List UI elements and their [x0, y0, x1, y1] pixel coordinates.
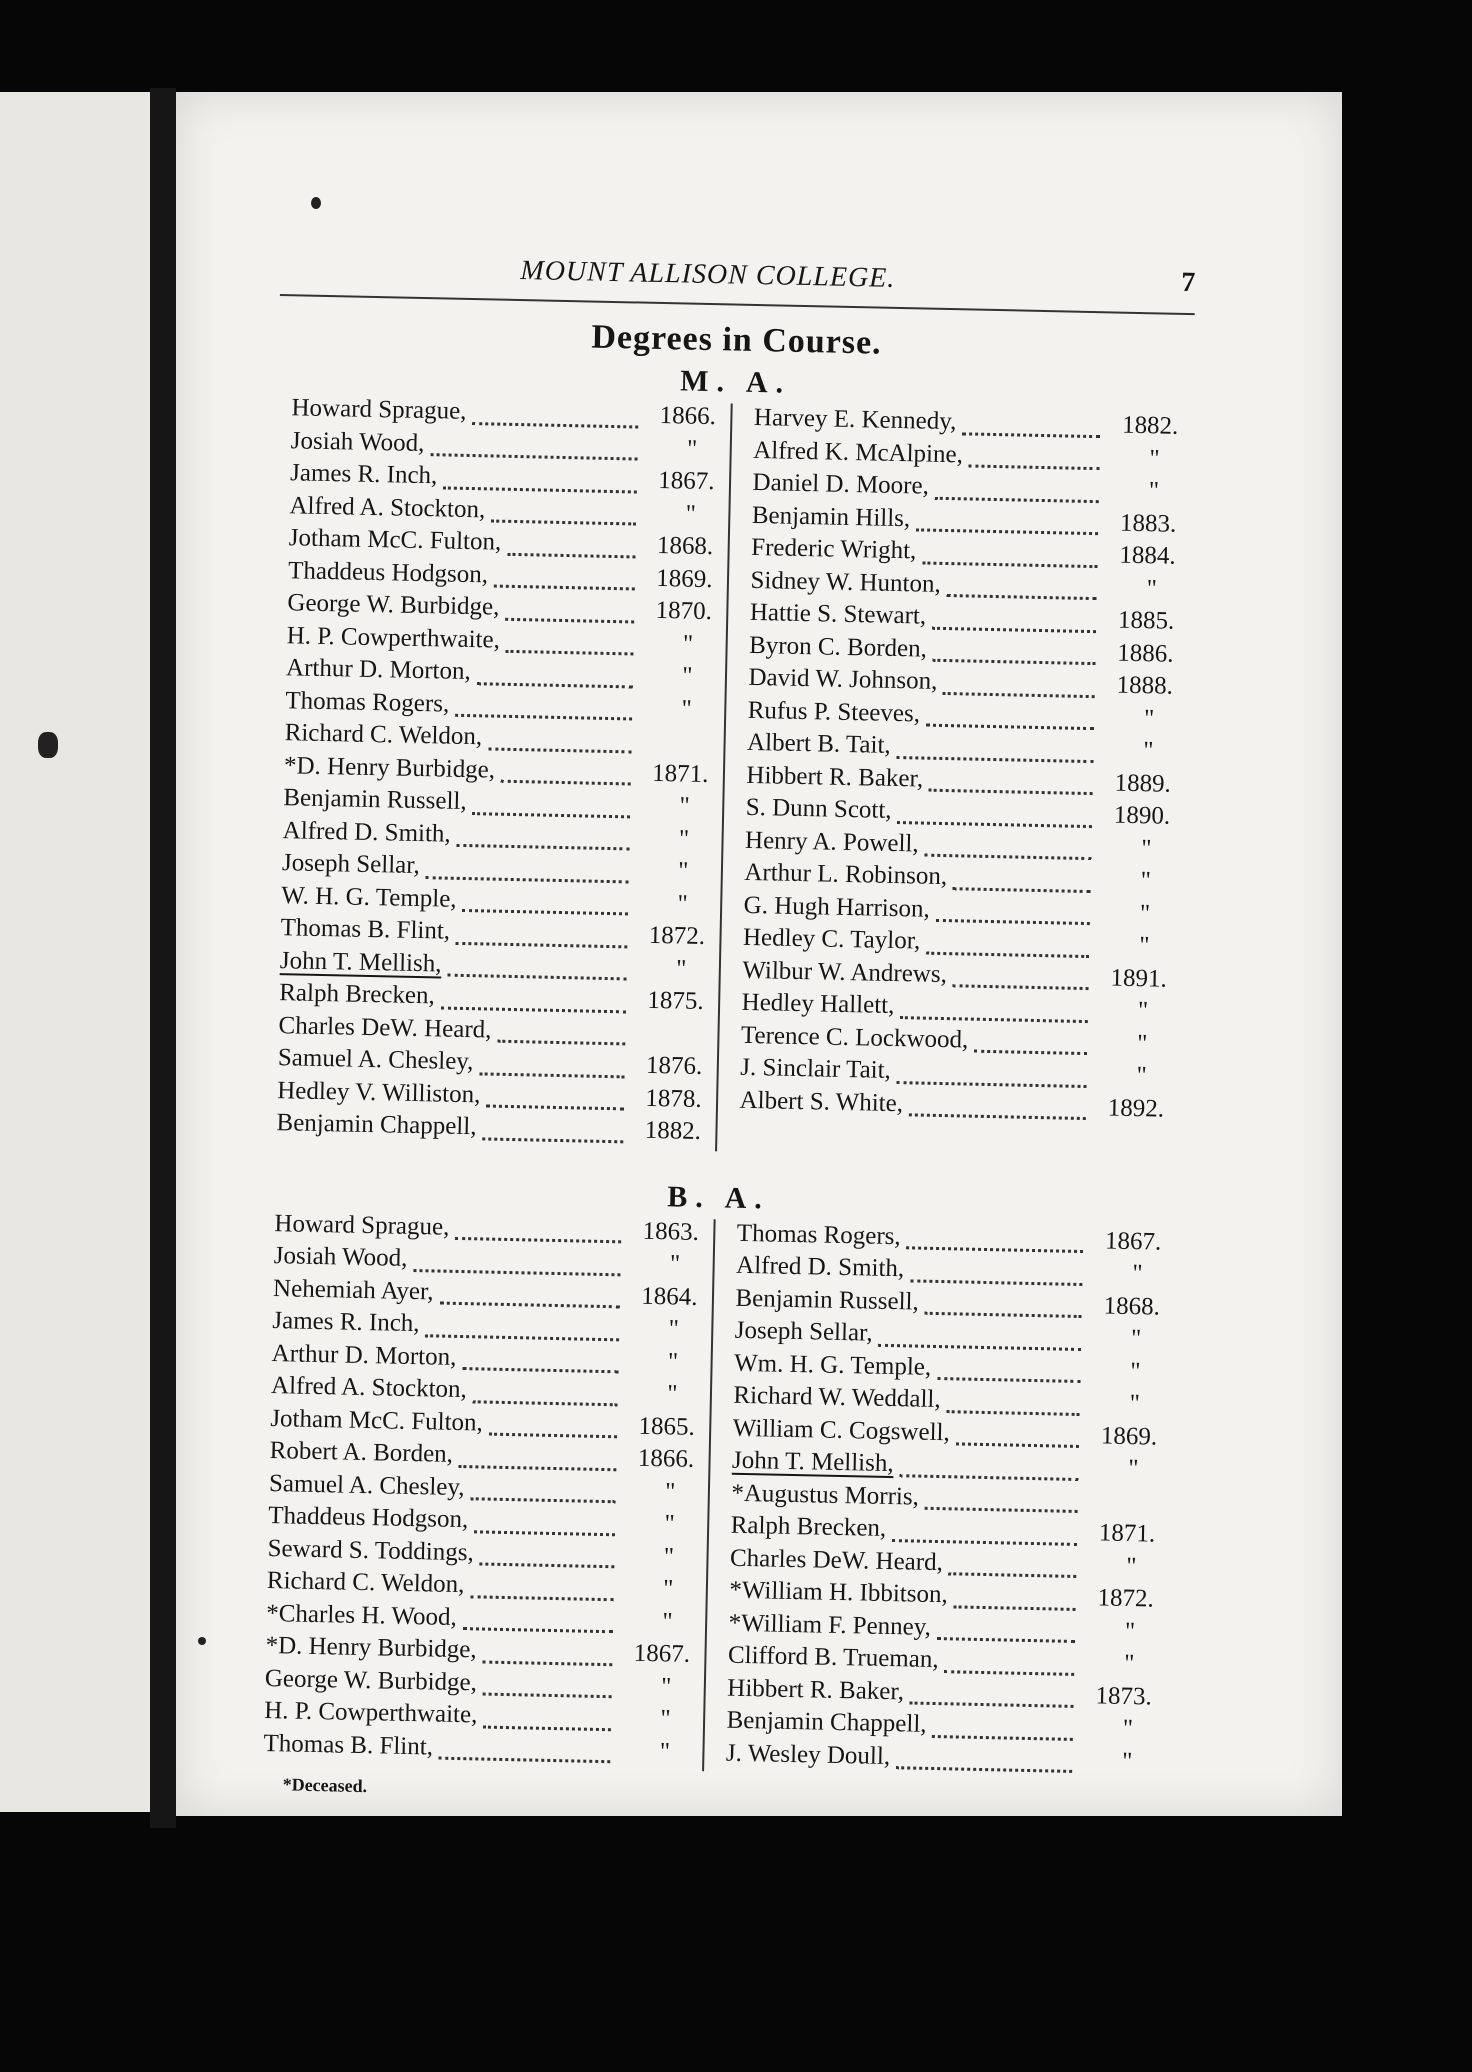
graduation-year: 1892.	[1107, 1094, 1165, 1123]
page	[176, 92, 1342, 1816]
graduate-name: Wm. H. G. Temple,	[733, 1349, 932, 1381]
ditto-mark: "	[667, 1347, 679, 1376]
graduate-name: Thaddeus Hodgson,	[287, 556, 489, 588]
dot-leader	[462, 1366, 618, 1373]
dot-leader	[472, 811, 629, 818]
dot-leader	[439, 1301, 619, 1309]
dot-leader	[425, 1333, 618, 1341]
ditto-mark: "	[1132, 1260, 1143, 1288]
graduate-name: Richard C. Weldon,	[266, 1567, 465, 1599]
graduation-year	[637, 748, 709, 750]
graduation-year: 1865.	[638, 1412, 696, 1441]
dot-leader	[474, 1529, 615, 1536]
graduate-name: S. Dunn Scott,	[745, 793, 892, 824]
graduate-name: *William H. Ibbitson,	[729, 1576, 949, 1609]
graduation-year: 1866.	[637, 1444, 695, 1473]
graduation-year: 1872.	[1097, 1584, 1155, 1613]
graduate-name: Albert B. Tait,	[746, 728, 891, 759]
ditto-mark: "	[686, 435, 698, 463]
dot-leader	[922, 560, 1097, 568]
dot-leader	[440, 1005, 625, 1013]
dot-leader	[413, 1267, 620, 1275]
dot-leader	[900, 1015, 1088, 1023]
graduation-year: 1863.	[642, 1217, 700, 1246]
ditto-mark: "	[1130, 1325, 1142, 1353]
dot-leader	[925, 1506, 1078, 1513]
graduate-name: George W. Burbidge,	[287, 589, 500, 621]
dot-leader	[494, 584, 635, 591]
ink-speck	[198, 1637, 206, 1645]
dot-leader	[932, 625, 1096, 632]
graduate-name: Thomas B. Flint,	[263, 1729, 434, 1761]
graduate-name: Terence C. Lockwood,	[740, 1021, 969, 1054]
dot-leader	[916, 527, 1098, 535]
dot-leader	[439, 1756, 610, 1764]
ditto-mark: "	[1122, 1714, 1134, 1743]
dot-leader	[447, 973, 626, 981]
dot-leader	[943, 690, 1095, 697]
ditto-mark: "	[1127, 1455, 1139, 1483]
ba-section	[249, 1171, 1176, 1781]
dot-leader	[506, 649, 633, 656]
ink-blot	[38, 732, 58, 758]
page-content	[248, 242, 1195, 1814]
dot-leader	[955, 1441, 1079, 1448]
dot-leader	[924, 853, 1091, 860]
dot-leader	[937, 1376, 1080, 1383]
dot-leader	[937, 1636, 1075, 1643]
ma-columns	[262, 394, 1192, 1160]
dot-leader	[947, 593, 1097, 600]
dot-leader	[935, 918, 1089, 925]
ma-right-column	[715, 403, 1193, 1160]
graduate-name: Benjamin Hills,	[751, 501, 911, 532]
page-number: 7	[1181, 266, 1196, 299]
dot-leader	[892, 1538, 1077, 1546]
dot-leader	[906, 1245, 1083, 1253]
graduate-name: Alfred D. Smith,	[282, 816, 451, 848]
dot-leader	[486, 1103, 623, 1110]
dot-leader	[479, 1561, 613, 1568]
dot-leader	[455, 713, 632, 721]
dot-leader	[476, 681, 632, 688]
graduate-name: Thomas Rogers,	[736, 1219, 901, 1250]
dot-leader	[909, 1112, 1086, 1120]
graduation-year: 1890.	[1113, 801, 1171, 830]
graduate-name: Rufus P. Steeves,	[747, 696, 921, 727]
running-header	[280, 242, 1196, 315]
graduate-name: Daniel D. Moore,	[752, 468, 930, 500]
graduation-year: 1868.	[656, 531, 714, 561]
graduation-year: 1869.	[656, 564, 713, 593]
graduation-year: 1867.	[1104, 1226, 1162, 1256]
graduation-year	[1084, 1508, 1156, 1510]
ba-right-column	[702, 1219, 1176, 1781]
dot-leader	[426, 875, 629, 883]
graduate-name: *D. Henry Burbidge,	[283, 751, 496, 784]
graduate-name: John T. Mellish,	[731, 1446, 894, 1478]
graduate-name: Sidney W. Hunton,	[750, 566, 942, 598]
graduate-name: Robert A. Borden,	[269, 1437, 454, 1468]
dot-leader	[507, 551, 635, 558]
graduation-year	[631, 1040, 703, 1042]
dot-leader	[443, 485, 636, 493]
dot-leader	[463, 1626, 613, 1633]
graduate-name: *Augustus Morris,	[731, 1479, 920, 1511]
graduate-name: Wilbur W. Andrews,	[742, 956, 948, 988]
dot-leader	[926, 723, 1094, 731]
dot-leader	[899, 1473, 1078, 1481]
page-title: Degrees in Course.	[591, 318, 883, 362]
graduate-name: Alfred A. Stockton,	[270, 1372, 468, 1404]
ditto-mark: "	[664, 1510, 676, 1538]
dot-leader	[459, 1463, 616, 1470]
graduation-year: 1875.	[647, 986, 704, 1016]
dot-leader	[953, 983, 1089, 990]
graduate-name: Joseph Sellar,	[281, 849, 421, 880]
ma-left-column	[262, 394, 730, 1151]
graduate-name: Ralph Brecken,	[730, 1511, 887, 1542]
ditto-mark: "	[660, 1705, 671, 1733]
graduation-year: 1867.	[633, 1639, 691, 1668]
dot-leader	[896, 1765, 1072, 1773]
facing-page-edge	[0, 92, 150, 1812]
dot-leader	[974, 1049, 1087, 1055]
graduate-name: H. P. Cowperthwaite,	[286, 621, 501, 654]
graduate-name: George W. Burbidge,	[264, 1664, 478, 1696]
graduation-year: 1888.	[1116, 671, 1174, 700]
ditto-mark: "	[662, 1575, 674, 1603]
ba-left-column	[249, 1209, 713, 1771]
ditto-mark: "	[1148, 477, 1160, 505]
graduation-year: 1883.	[1119, 509, 1177, 538]
ditto-mark: "	[1149, 444, 1160, 472]
graduate-name: H. P. Cowperthwaite,	[263, 1696, 478, 1729]
dot-leader	[483, 1692, 612, 1699]
ditto-mark: "	[1137, 997, 1149, 1025]
dot-leader	[501, 779, 630, 786]
ditto-mark: "	[659, 1737, 671, 1765]
ma-heading: M. A.	[679, 364, 792, 400]
ditto-mark: "	[663, 1542, 675, 1571]
graduate-name: J. Sinclair Tait,	[740, 1053, 892, 1084]
graduate-name: Hibbert R. Baker,	[727, 1674, 905, 1705]
graduate-name: W. H. G. Temple,	[281, 881, 457, 913]
dot-leader	[929, 788, 1093, 795]
dot-leader	[962, 431, 1100, 438]
graduation-year: 1885.	[1117, 606, 1175, 635]
graduate-name: Albert S. White,	[739, 1086, 904, 1117]
graduation-year: 1872.	[648, 921, 706, 951]
dot-leader	[910, 1278, 1082, 1286]
graduation-year: 1882.	[644, 1116, 702, 1145]
dot-leader	[910, 1700, 1074, 1707]
ditto-mark: "	[1125, 1552, 1137, 1580]
ditto-mark: "	[669, 1250, 681, 1278]
ditto-mark: "	[681, 694, 693, 723]
dot-leader	[953, 886, 1091, 893]
graduation-year: 1876.	[645, 1051, 703, 1081]
graduation-year: 1886.	[1117, 639, 1174, 668]
graduate-name: Jotham McC. Fulton,	[270, 1404, 484, 1436]
dot-leader	[949, 1571, 1077, 1578]
ditto-mark: "	[1136, 1029, 1148, 1057]
graduate-name: Thomas Rogers,	[285, 686, 450, 718]
graduation-year: 1878.	[645, 1084, 702, 1113]
graduate-name: *William F. Penney,	[728, 1609, 932, 1641]
dot-leader	[482, 1136, 623, 1143]
ditto-mark: "	[677, 889, 689, 918]
graduation-year: 1870.	[655, 596, 713, 626]
ditto-mark: "	[1136, 1062, 1148, 1090]
graduation-year: 1884.	[1119, 541, 1176, 570]
dot-leader	[953, 1604, 1075, 1611]
graduation-year: 1867.	[658, 466, 715, 496]
ditto-mark: "	[675, 954, 687, 983]
ma-section	[262, 356, 1193, 1160]
dot-leader	[488, 746, 631, 753]
graduate-name: Samuel A. Chesley,	[268, 1469, 465, 1501]
graduate-name: Hedley C. Taylor,	[742, 923, 921, 955]
ba-columns	[249, 1209, 1175, 1781]
dot-leader	[926, 950, 1089, 957]
graduate-name: Arthur L. Robinson,	[744, 858, 948, 891]
ditto-mark: "	[1121, 1747, 1133, 1775]
dot-leader	[470, 1496, 615, 1503]
ditto-mark: "	[681, 662, 693, 690]
dot-leader	[878, 1342, 1081, 1350]
graduate-name: Hibbert R. Baker,	[746, 761, 924, 793]
graduate-name: Clifford B. Trueman,	[727, 1641, 939, 1674]
graduate-name: *D. Henry Burbidge,	[265, 1631, 477, 1664]
graduate-name: Benjamin Chappell,	[276, 1109, 477, 1141]
graduate-name: James R. Inch,	[289, 459, 438, 490]
graduate-name: Benjamin Russell,	[735, 1284, 920, 1316]
graduation-year: 1868.	[1103, 1291, 1161, 1321]
dot-leader	[925, 1311, 1082, 1318]
dot-leader	[430, 452, 637, 460]
ba-heading: B. A.	[666, 1179, 771, 1215]
ditto-mark: "	[677, 857, 689, 885]
ditto-mark: "	[666, 1380, 678, 1408]
ditto-mark: "	[1140, 867, 1152, 895]
graduate-name: J. Wesley Doull,	[725, 1739, 891, 1770]
graduate-name: Hattie S. Stewart,	[749, 598, 927, 630]
dot-leader	[933, 658, 1096, 665]
graduate-name: Jotham McC. Fulton,	[288, 524, 502, 556]
dot-leader	[483, 1724, 610, 1731]
dot-leader	[897, 1080, 1087, 1088]
dot-leader	[505, 616, 634, 623]
graduate-name: James R. Inch,	[272, 1307, 420, 1338]
ditto-mark: "	[678, 824, 690, 853]
graduate-name: Howard Sprague,	[274, 1209, 450, 1241]
dot-leader	[969, 463, 1100, 470]
dot-leader	[473, 1399, 618, 1406]
graduate-name: Henry A. Powell,	[744, 826, 919, 857]
ditto-mark: "	[1139, 899, 1151, 927]
ditto-mark: "	[1143, 704, 1155, 732]
graduate-name: G. Hugh Harrison,	[743, 891, 931, 923]
graduate-name: Nehemiah Ayer,	[272, 1274, 434, 1305]
ditto-mark: "	[1129, 1390, 1141, 1418]
graduate-name: *Charles H. Wood,	[266, 1599, 458, 1631]
footnote: *Deceased.	[282, 1774, 368, 1797]
dot-leader	[489, 1432, 617, 1439]
graduate-name: Benjamin Russell,	[283, 784, 467, 816]
dot-leader	[491, 518, 636, 525]
graduate-name: John T. Mellish,	[279, 946, 442, 978]
dot-leader	[497, 1039, 625, 1046]
dot-leader	[932, 1733, 1073, 1740]
graduate-name: Frederic Wright,	[750, 533, 917, 565]
dot-leader	[456, 940, 627, 948]
graduate-name: Alfred A. Stockton,	[289, 491, 486, 523]
ink-speck	[311, 197, 321, 209]
ditto-mark: "	[664, 1477, 676, 1506]
ditto-mark: "	[1124, 1617, 1136, 1645]
dot-leader	[472, 421, 638, 428]
graduate-name: Alfred K. McAlpine,	[752, 436, 964, 468]
graduation-year: 1866.	[659, 401, 717, 431]
graduate-name: Ralph Brecken,	[278, 979, 436, 1010]
ditto-mark: "	[668, 1315, 680, 1343]
ditto-mark: "	[1143, 737, 1154, 765]
ditto-mark: "	[1140, 834, 1152, 862]
graduate-name: David W. Johnson,	[748, 663, 938, 695]
dot-leader	[455, 1236, 621, 1243]
graduation-year: 1889.	[1114, 769, 1172, 798]
graduate-name: Charles DeW. Heard,	[278, 1011, 492, 1044]
graduate-name: Byron C. Borden,	[748, 631, 928, 663]
dot-leader	[482, 1659, 611, 1666]
graduation-year: 1864.	[640, 1282, 698, 1311]
dot-leader	[470, 1594, 613, 1601]
graduation-year: 1873.	[1095, 1681, 1153, 1711]
graduate-name: Richard C. Weldon,	[284, 719, 483, 751]
ditto-mark: "	[1138, 932, 1150, 960]
dot-leader	[944, 1669, 1074, 1676]
dot-leader	[946, 1409, 1079, 1416]
ditto-mark: "	[685, 500, 697, 528]
ditto-mark: "	[682, 630, 694, 658]
graduate-name: Seward S. Toddings,	[267, 1534, 475, 1566]
graduation-year: 1871.	[651, 759, 709, 788]
ditto-mark: "	[662, 1607, 673, 1636]
ditto-mark: "	[660, 1672, 672, 1700]
dot-leader	[897, 820, 1092, 828]
ditto-mark: "	[679, 792, 691, 820]
running-title: MOUNT ALLISON COLLEGE.	[520, 255, 896, 294]
graduate-name: Samuel A. Chesley,	[277, 1044, 474, 1076]
graduate-name: Benjamin Chappell,	[726, 1706, 927, 1738]
book-gutter	[150, 88, 176, 1828]
graduate-name: Howard Sprague,	[291, 394, 467, 425]
ditto-mark: "	[1130, 1357, 1141, 1385]
graduate-name: Hedley Hallett,	[741, 988, 895, 1020]
ditto-mark: "	[1146, 574, 1158, 602]
graduation-year: 1882.	[1121, 411, 1179, 440]
graduate-name: Alfred D. Smith,	[735, 1251, 905, 1283]
graduation-year: 1869.	[1100, 1421, 1158, 1451]
graduate-name: Arthur D. Morton,	[285, 654, 472, 686]
graduate-name: Hedley V. Williston,	[276, 1076, 481, 1108]
dot-leader	[479, 1071, 624, 1078]
graduate-name: Josiah Wood,	[290, 426, 425, 457]
graduate-name: Joseph Sellar,	[734, 1316, 873, 1347]
graduate-name: William C. Cogswell,	[732, 1414, 951, 1446]
dot-leader	[896, 755, 1093, 763]
graduate-name: Thaddeus Hodgson,	[268, 1502, 469, 1534]
graduate-name: Arthur D. Morton,	[271, 1339, 457, 1371]
dot-leader	[935, 495, 1099, 502]
ditto-mark: "	[1123, 1649, 1135, 1678]
graduate-name: Josiah Wood,	[273, 1242, 408, 1272]
graduate-name: Harvey E. Kennedy,	[753, 403, 957, 436]
graduate-name: Charles DeW. Heard,	[729, 1544, 944, 1576]
graduation-year: 1871.	[1098, 1519, 1156, 1548]
graduate-name: Richard W. Weddall,	[733, 1381, 941, 1414]
dot-leader	[462, 908, 627, 915]
dot-leader	[456, 843, 628, 851]
graduation-year: 1891.	[1110, 964, 1168, 993]
graduate-name: Thomas B. Flint,	[280, 914, 451, 945]
